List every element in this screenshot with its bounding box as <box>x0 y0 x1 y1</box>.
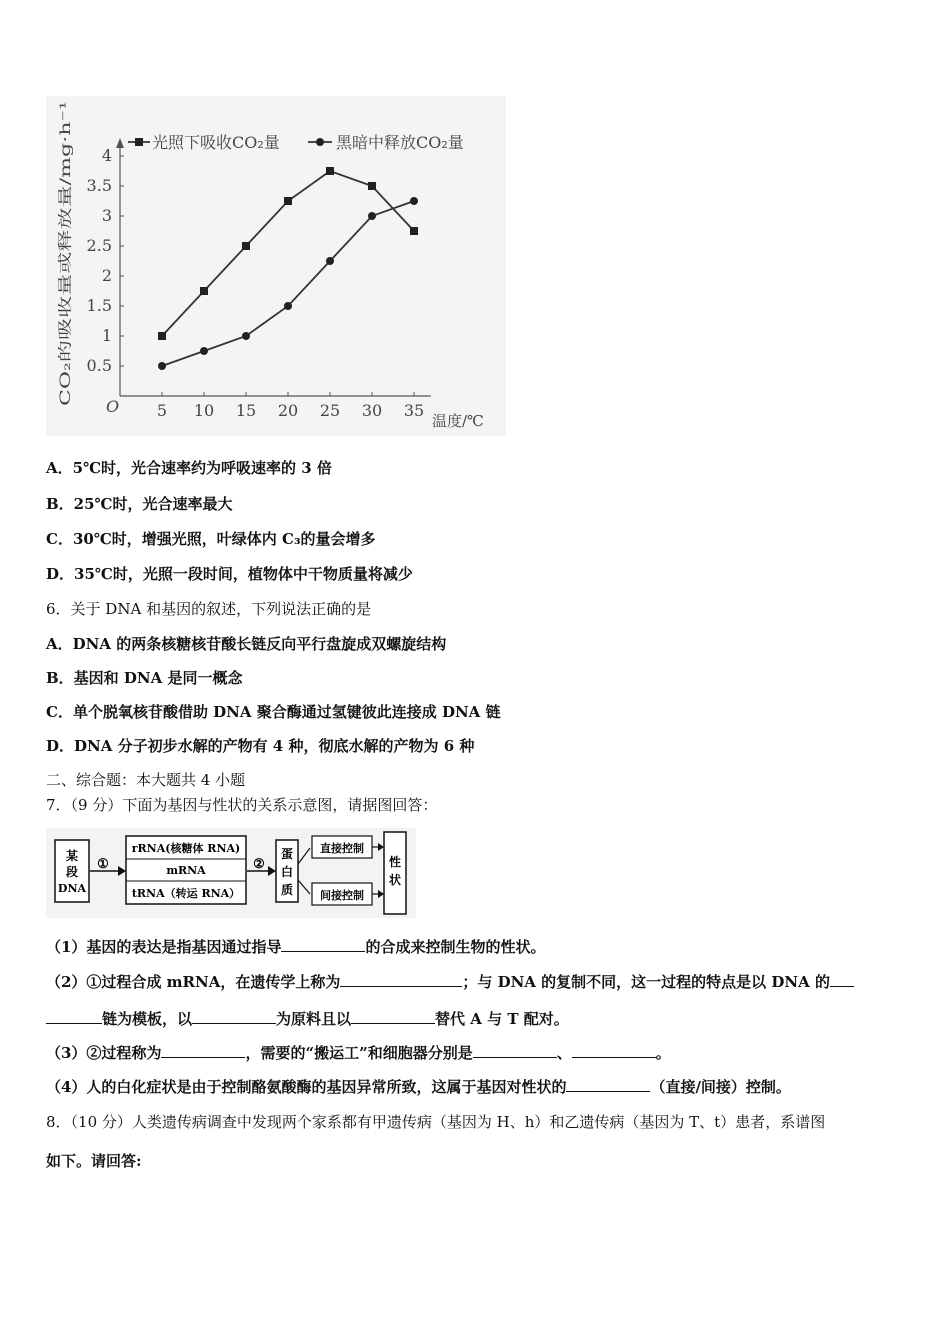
data-point-circle <box>242 332 250 340</box>
q7-p3-d: 。 <box>655 1044 671 1062</box>
answer-blank[interactable] <box>281 937 365 952</box>
q7-p2-e: 替代 A 与 T 配对。 <box>435 1010 569 1028</box>
data-point-square <box>368 182 376 190</box>
trna-label: tRNA（转运 RNA） <box>131 887 241 900</box>
answer-blank[interactable] <box>473 1043 557 1058</box>
step-2-label: ② <box>253 857 265 872</box>
q7-p2-c: 链为模板，以 <box>102 1010 193 1028</box>
legend-label-1: 光照下吸收CO₂量 <box>152 133 280 152</box>
q7-p1-after: 的合成来控制生物的性状。 <box>365 938 546 956</box>
co2-temperature-chart <box>46 96 506 436</box>
q7-p4-b: （直接/间接）控制。 <box>650 1078 791 1096</box>
dna-box-text-1: 某 <box>65 849 79 863</box>
legend-marker-circle <box>316 138 324 146</box>
data-point-circle <box>410 197 418 205</box>
q6-option-c: C．单个脱氧核苷酸借助 DNA 聚合酶通过氢键彼此连接成 DNA 链 <box>46 703 501 721</box>
answer-blank[interactable] <box>46 1009 102 1024</box>
protein-text-3: 质 <box>280 883 294 897</box>
answer-blank[interactable] <box>161 1043 245 1058</box>
protein-text-1: 蛋 <box>280 847 294 861</box>
q5-option-b: B．25℃时，光合速率最大 <box>46 495 233 513</box>
q7-part-4 <box>46 1077 791 1097</box>
gene-trait-diagram-svg <box>46 828 416 918</box>
data-point-square <box>284 197 292 205</box>
data-point-circle <box>200 347 208 355</box>
y-tick-label: 2.5 <box>86 236 112 255</box>
q7-part-3 <box>46 1043 671 1063</box>
chart-svg <box>46 96 506 436</box>
q6-option-b: B．基因和 DNA 是同一概念 <box>46 669 243 687</box>
x-tick-label: 20 <box>277 401 299 420</box>
q8-stem-line-1: 8．（10 分）人类遗传病调查中发现两个家系都有甲遗传病（基因为 H、h）和乙遗传病（基因为 T、t）患者，系谱图 <box>46 1113 826 1131</box>
answer-blank[interactable] <box>830 972 854 987</box>
x-tick-label: 5 <box>156 401 168 420</box>
q7-p3-c: 、 <box>556 1044 572 1062</box>
x-axis-label: 温度/℃ <box>432 412 484 430</box>
data-point-circle <box>158 362 166 370</box>
x-tick-label: 35 <box>403 401 425 420</box>
y-tick-label: 0.5 <box>86 356 112 375</box>
q7-p1-before: （1）基因的表达是指基因通过指导 <box>46 938 282 956</box>
y-tick-label: 2 <box>101 266 112 285</box>
answer-blank[interactable] <box>572 1043 656 1058</box>
data-point-square <box>410 227 418 235</box>
q7-part-2 <box>46 972 854 992</box>
legend-marker-square <box>135 138 143 146</box>
dna-box-text-2: 段 <box>65 865 79 879</box>
section-title: 二、综合题：本大题共 4 小题 <box>46 771 246 789</box>
q7-p2-a: （2）①过程合成 mRNA，在遗传学上称为 <box>46 973 341 991</box>
data-point-square <box>326 167 334 175</box>
indirect-control-label: 间接控制 <box>320 889 364 902</box>
answer-blank[interactable] <box>340 972 462 987</box>
y-tick-label: 3.5 <box>86 176 112 195</box>
direct-control-label: 直接控制 <box>320 842 364 855</box>
q5-option-c: C．30℃时，增强光照，叶绿体内 C₃的量会增多 <box>46 530 376 548</box>
q5-option-d: D．35℃时，光照一段时间，植物体中干物质量将减少 <box>46 565 413 583</box>
q7-p4-a: （4）人的白化症状是由于控制酪氨酸酶的基因异常所致，这属于基因对性状的 <box>46 1078 567 1096</box>
x-tick-label: 10 <box>193 401 215 420</box>
data-point-square <box>200 287 208 295</box>
legend-label-2: 黑暗中释放CO₂量 <box>336 133 464 152</box>
answer-blank[interactable] <box>192 1009 276 1024</box>
y-tick-label: 3 <box>101 206 112 225</box>
q5-option-a: A．5℃时，光合速率约为呼吸速率的 3 倍 <box>46 459 332 477</box>
q7-stem: 7．（9 分）下面为基因与性状的关系示意图，请据图回答： <box>46 796 438 814</box>
mrna-label: mRNA <box>166 864 206 877</box>
data-point-square <box>158 332 166 340</box>
y-tick-label: 4 <box>101 146 112 165</box>
answer-blank[interactable] <box>351 1009 435 1024</box>
data-point-circle <box>326 257 334 265</box>
q6-option-a: A．DNA 的两条核糖核苷酸长链反向平行盘旋成双螺旋结构 <box>46 635 447 653</box>
q6-option-d: D．DNA 分子初步水解的产物有 4 种，彻底水解的产物为 6 种 <box>46 737 475 755</box>
q6-stem: 6．关于 DNA 和基因的叙述，下列说法正确的是 <box>46 600 372 618</box>
data-point-circle <box>368 212 376 220</box>
q7-p3-a: （3）②过程称为 <box>46 1044 162 1062</box>
x-tick-label: 30 <box>361 401 383 420</box>
data-point-circle <box>284 302 292 310</box>
step-1-label: ① <box>97 857 109 872</box>
data-point-square <box>242 242 250 250</box>
q8-stem-line-2: 如下。请回答: <box>46 1152 142 1170</box>
protein-text-2: 白 <box>280 865 294 879</box>
origin-label: O <box>106 397 120 416</box>
q7-p2-b: ；与 DNA 的复制不同，这一过程的特点是以 DNA 的 <box>462 973 830 991</box>
dna-box-text-3: DNA <box>57 882 87 895</box>
x-tick-label: 15 <box>235 401 257 420</box>
gene-trait-diagram <box>46 828 416 918</box>
x-tick-label: 25 <box>319 401 341 420</box>
trait-text-1: 性 <box>388 855 402 869</box>
y-axis-label: CO₂的吸收量或释放量/mg·h⁻¹ <box>58 212 74 406</box>
rrna-label: rRNA(核糖体 RNA) <box>131 842 241 855</box>
q7-p2-d: 为原料且以 <box>276 1010 352 1028</box>
q7-p3-b: ，需要的“搬运工”和细胞器分别是 <box>245 1044 473 1062</box>
q7-part-1 <box>46 937 545 957</box>
trait-text-2: 状 <box>388 873 402 887</box>
y-tick-label: 1 <box>101 326 112 345</box>
q7-part-2-cont <box>46 1009 569 1029</box>
y-tick-label: 1.5 <box>86 296 112 315</box>
answer-blank[interactable] <box>566 1077 650 1092</box>
